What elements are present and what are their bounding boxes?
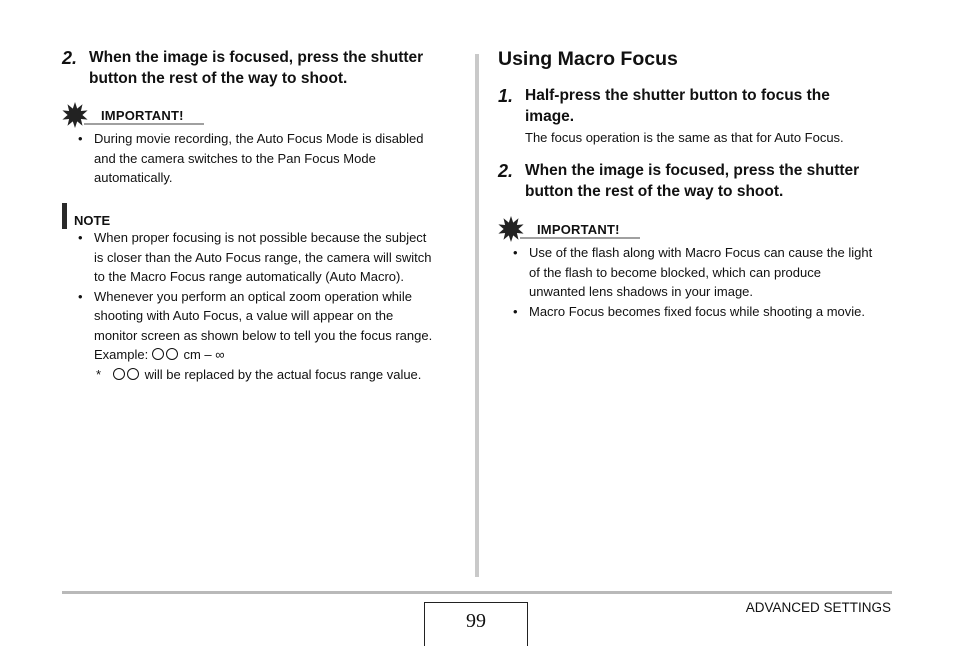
important-heading	[62, 108, 222, 128]
footnote: * will be replaced by the actual focus range value.	[62, 365, 472, 385]
note-list	[62, 228, 472, 384]
note-heading	[62, 203, 142, 229]
step-text-line: image.	[525, 107, 575, 125]
column-divider	[475, 54, 479, 577]
step-text-line: button the rest of the way to shoot.	[89, 69, 348, 87]
step-number: 2.	[498, 161, 514, 181]
step-number: 2.	[62, 48, 78, 68]
footer-rule	[62, 591, 892, 594]
step-text	[525, 161, 859, 202]
circle-placeholder-icon	[127, 368, 139, 380]
circle-placeholder-icon	[166, 348, 178, 360]
list-item: • Use of the flash along with Macro Focus can cause the light of the flash to become blocked, which can produce unwanted lens shadows in your image.	[513, 245, 873, 299]
example-line: Example: cm – ∞	[94, 347, 225, 362]
circle-placeholder-icon	[113, 368, 125, 380]
list-item: • Macro Focus becomes fixed focus while shooting a movie.	[497, 302, 907, 322]
step-text	[525, 86, 830, 127]
list-item: • During movie recording, the Auto Focus Mode is disabled and the camera switches to the Pan Focus Mode automatically.	[78, 131, 424, 185]
important-list	[497, 243, 907, 321]
list-item: • When proper focusing is not possible because the subject is closer than the Auto Focus range, the camera will switch to the Macro Focus range automatically (Auto Macro).	[78, 230, 432, 284]
section-title: Using Macro Focus	[498, 48, 678, 70]
step-text-line: When the image is focused, press the shutter	[525, 162, 860, 179]
important-label: IMPORTANT!	[101, 108, 184, 123]
note-label: NOTE	[74, 213, 111, 228]
right-step-2	[498, 161, 859, 202]
page-number-box	[424, 602, 528, 646]
list-item: • Whenever you perform an optical zoom operation while shooting with Auto Focus, a value will appear on the monitor screen as shown below to tell you the focus range. Example: cm – ∞	[62, 287, 472, 365]
important-underline	[84, 123, 204, 125]
step-text	[89, 48, 423, 89]
important-heading	[498, 222, 658, 242]
footnote-mark: *	[96, 366, 102, 382]
important-list	[62, 129, 472, 188]
bullet-icon: •	[513, 245, 518, 260]
page-number: 99	[466, 610, 486, 632]
step-number: 1.	[498, 86, 514, 106]
step-text-line: When the image is focused, press the shutter	[89, 49, 424, 66]
circle-placeholder-icon	[152, 348, 164, 360]
step-text-line: button the rest of the way to shoot.	[525, 182, 784, 200]
step-subtext: The focus operation is the same as that for Auto Focus.	[525, 130, 844, 145]
bullet-icon: •	[78, 288, 83, 304]
section-label: ADVANCED SETTINGS	[745, 600, 891, 615]
important-label: IMPORTANT!	[537, 222, 620, 237]
note-bar-icon	[62, 203, 67, 229]
right-step-1	[498, 86, 830, 127]
left-step-2	[62, 48, 423, 89]
step-text-line: Half-press the shutter button to focus the	[525, 87, 830, 104]
bullet-icon: •	[78, 230, 83, 245]
bullet-icon: •	[78, 131, 83, 146]
important-underline	[520, 237, 640, 239]
bullet-icon: •	[513, 303, 518, 319]
